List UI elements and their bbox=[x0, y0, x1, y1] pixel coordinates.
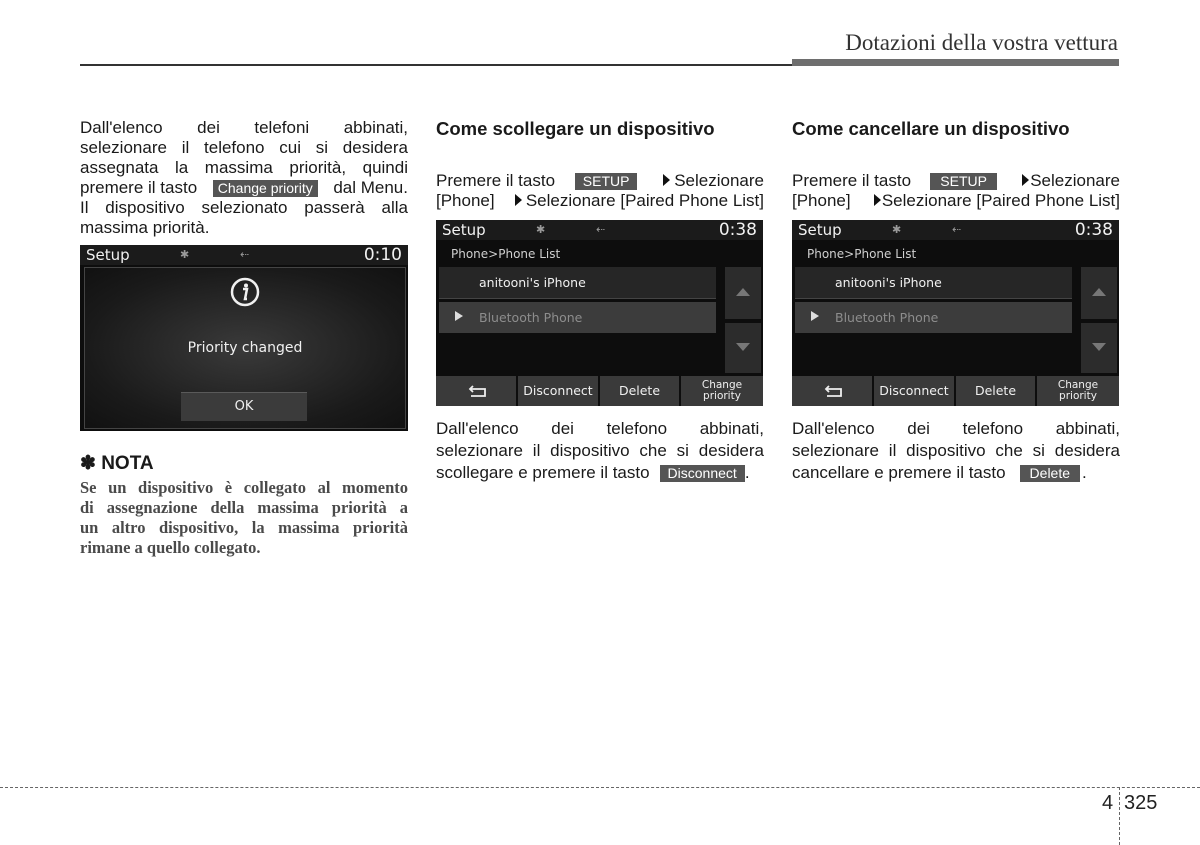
usb-icon: ⇠ bbox=[952, 223, 962, 236]
right-description bbox=[792, 418, 1120, 484]
left-paragraph-line bbox=[80, 178, 408, 198]
button-label-line: Change bbox=[701, 379, 743, 391]
footer-divider bbox=[1119, 787, 1120, 845]
back-button[interactable] bbox=[436, 376, 516, 406]
desc-line bbox=[792, 462, 1120, 484]
step-line bbox=[792, 171, 1120, 191]
desc-line: selezionare il dispositivo che si desidera bbox=[792, 441, 1120, 460]
phone-name: Bluetooth Phone bbox=[479, 310, 583, 325]
phone-list-item-selected[interactable] bbox=[439, 302, 716, 333]
left-paragraph-line: Il dispositivo selezionato passerà alla bbox=[80, 198, 408, 217]
section-number: 4 bbox=[1102, 792, 1114, 814]
step-text: Selezionare [Paired Phone List] bbox=[881, 191, 1120, 210]
arrow-right-icon bbox=[1022, 174, 1029, 186]
disconnect-button[interactable]: Disconnect bbox=[518, 376, 598, 406]
footer-rule bbox=[0, 787, 1200, 788]
change-priority-button[interactable] bbox=[681, 376, 763, 406]
step-text bbox=[657, 171, 764, 191]
delete-key: Delete bbox=[1020, 465, 1080, 482]
step-text: Premere il tasto bbox=[436, 171, 556, 190]
phone-name: Bluetooth Phone bbox=[835, 310, 939, 325]
section-heading-delete: Come cancellare un dispositivo bbox=[792, 118, 1070, 139]
ok-button[interactable]: OK bbox=[181, 392, 307, 421]
phone-name: anitooni's iPhone bbox=[835, 275, 942, 290]
left-column bbox=[80, 118, 408, 238]
desc-text: scollegare e premere il tasto bbox=[436, 463, 650, 482]
step-line bbox=[792, 191, 1120, 211]
note-line: un altro dispositivo, la massima priorità bbox=[80, 518, 408, 537]
delete-button[interactable]: Delete bbox=[600, 376, 679, 406]
setup-key: SETUP bbox=[575, 173, 638, 190]
desc-line: Dall'elenco dei telefono abbinati, bbox=[436, 419, 764, 438]
desc-text: cancellare e premere il tasto bbox=[792, 463, 1006, 482]
back-arrow-icon bbox=[824, 385, 844, 399]
desc-text: . bbox=[744, 463, 750, 482]
page-number: 325 bbox=[1124, 792, 1158, 814]
screen-title: Setup bbox=[86, 246, 130, 264]
screen-button-bar bbox=[792, 376, 1119, 406]
phone-list-item[interactable] bbox=[795, 267, 1072, 299]
phone-name: anitooni's iPhone bbox=[479, 275, 586, 290]
bluetooth-icon: ✱ bbox=[892, 223, 902, 236]
left-paragraph-line: Dall'elenco dei telefoni abbinati, bbox=[80, 118, 408, 137]
phone-list-screen-delete bbox=[792, 220, 1119, 406]
desc-line: selezionare il dispositivo che si desidera bbox=[436, 441, 764, 460]
desc-line: Dall'elenco dei telefono abbinati, bbox=[792, 419, 1120, 438]
back-button[interactable] bbox=[792, 376, 872, 406]
note-title: ✽ NOTA bbox=[80, 453, 154, 474]
step-text bbox=[874, 191, 1120, 211]
chevron-down-icon bbox=[736, 343, 750, 351]
dialog-panel bbox=[84, 267, 406, 429]
left-paragraph-line: massima priorità. bbox=[80, 218, 210, 237]
arrow-right-icon bbox=[515, 194, 522, 206]
bluetooth-icon: ✱ bbox=[536, 223, 546, 236]
note-line: di assegnazione della massima priorità a bbox=[80, 498, 408, 517]
left-paragraph-text: premere il tasto bbox=[80, 178, 198, 197]
step-line bbox=[436, 171, 764, 191]
dialog-message: Priority changed bbox=[187, 340, 303, 356]
button-label-line: priority bbox=[703, 390, 741, 402]
breadcrumb: Phone>Phone List bbox=[807, 247, 917, 261]
note-line: Se un dispositivo è collegato al momento bbox=[80, 478, 408, 497]
usb-icon: ⇠ bbox=[240, 248, 250, 261]
play-icon bbox=[455, 311, 463, 321]
back-arrow-icon bbox=[468, 385, 488, 399]
play-icon bbox=[811, 311, 819, 321]
screen-clock: 0:38 bbox=[718, 220, 757, 240]
step-text: Selezionare bbox=[674, 171, 764, 190]
left-paragraph-line: selezionare il telefono cui si desidera bbox=[80, 138, 408, 157]
delete-button[interactable]: Delete bbox=[956, 376, 1035, 406]
phone-list-screen-disconnect bbox=[436, 220, 763, 406]
phone-list-item-selected[interactable] bbox=[795, 302, 1072, 333]
screen-button-bar bbox=[436, 376, 763, 406]
arrow-right-icon bbox=[874, 194, 881, 206]
change-priority-button[interactable] bbox=[1037, 376, 1119, 406]
change-priority-key: Change priority bbox=[213, 180, 318, 197]
middle-steps bbox=[436, 171, 764, 211]
step-text bbox=[1016, 171, 1120, 191]
chevron-down-icon bbox=[1092, 343, 1106, 351]
screen-title: Setup bbox=[798, 221, 842, 239]
middle-description bbox=[436, 418, 764, 484]
step-text: [Phone] bbox=[792, 191, 851, 210]
right-steps bbox=[792, 171, 1120, 211]
disconnect-button[interactable]: Disconnect bbox=[874, 376, 954, 406]
step-line bbox=[436, 191, 764, 211]
desc-line bbox=[436, 462, 764, 484]
header-rule bbox=[80, 64, 792, 66]
desc-text: . bbox=[1082, 463, 1087, 482]
button-label-line: priority bbox=[1059, 390, 1097, 402]
step-text: Selezionare [Paired Phone List] bbox=[525, 191, 764, 210]
priority-changed-screen bbox=[80, 245, 408, 431]
button-label-line: Change bbox=[1057, 379, 1099, 391]
arrow-right-icon bbox=[663, 174, 670, 186]
usb-icon: ⇠ bbox=[596, 223, 606, 236]
scroll-down-button[interactable] bbox=[1081, 323, 1117, 373]
screen-title: Setup bbox=[442, 221, 486, 239]
step-text bbox=[515, 191, 764, 211]
step-text: Premere il tasto bbox=[792, 171, 912, 190]
left-paragraph-line: assegnata la massima priorità, quindi bbox=[80, 158, 408, 177]
phone-list-item[interactable] bbox=[439, 267, 716, 299]
step-text: Selezionare bbox=[1030, 171, 1120, 190]
scroll-up-button[interactable] bbox=[725, 267, 761, 319]
setup-key: SETUP bbox=[930, 173, 997, 190]
chevron-up-icon bbox=[1092, 288, 1106, 296]
chevron-up-icon bbox=[736, 288, 750, 296]
step-text: [Phone] bbox=[436, 191, 495, 210]
breadcrumb: Phone>Phone List bbox=[451, 247, 561, 261]
screen-clock: 0:38 bbox=[1074, 220, 1113, 240]
scroll-up-button[interactable] bbox=[1081, 267, 1117, 319]
info-icon bbox=[230, 277, 260, 307]
header-rule-bar bbox=[792, 59, 1119, 66]
section-heading-disconnect: Come scollegare un dispositivo bbox=[436, 118, 715, 139]
note-line: rimane a quello collegato. bbox=[80, 538, 261, 557]
bluetooth-icon: ✱ bbox=[180, 248, 190, 261]
screen-clock: 0:10 bbox=[363, 245, 402, 265]
scroll-down-button[interactable] bbox=[725, 323, 761, 373]
disconnect-key: Disconnect bbox=[660, 465, 745, 482]
left-paragraph-text: dal Menu. bbox=[333, 178, 408, 197]
note-body bbox=[80, 478, 408, 558]
page-header-title: Dotazioni della vostra vettura bbox=[845, 30, 1118, 55]
